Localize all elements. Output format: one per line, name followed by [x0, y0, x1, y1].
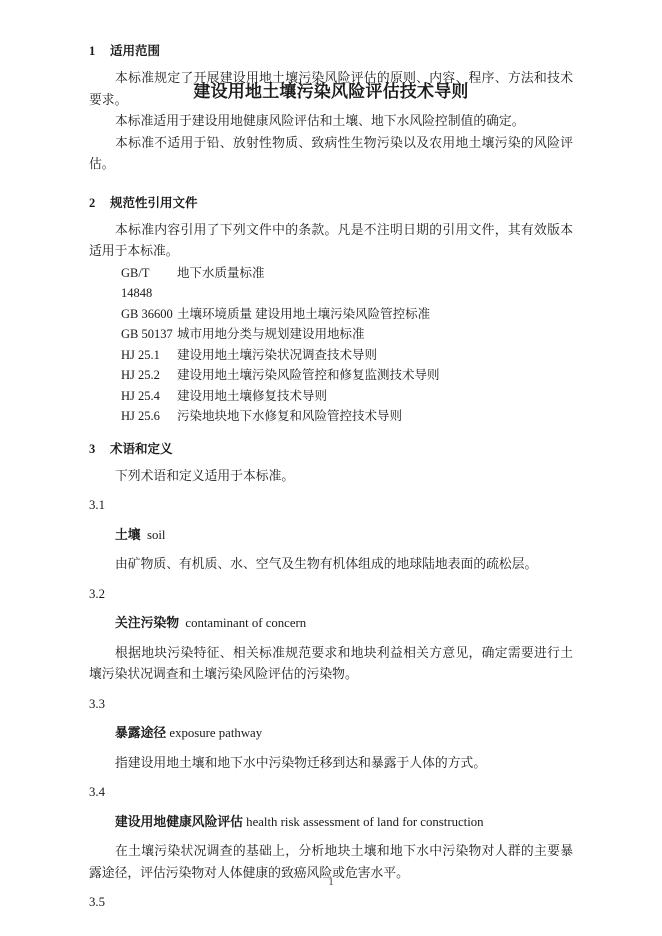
section-number-1: 1	[89, 44, 96, 58]
section-number-2: 2	[89, 195, 96, 210]
reference-title: 污染地块地下水修复和风险管控技术导则	[177, 409, 403, 423]
term-chinese-3-1: 土壤	[115, 527, 141, 542]
term-english-3-2: contaminant of concern	[185, 616, 307, 630]
term-definition-3-2: 根据地块污染特征、相关标准规范要求和地块利益相关方意见，确定需要进行土壤污染状况调查和土壤污染风险评估的污染物。	[89, 645, 573, 681]
section-3-paragraph-1: 下列术语和定义适用于本标准。	[115, 468, 295, 483]
reference-row	[89, 386, 573, 407]
section-1-paragraph-1: 本标准规定了开展建设用地土壤污染风险评估的原则、内容、程序、方法和技术要求。	[89, 71, 573, 107]
page-title: 建设用地土壤污染风险评估技术导则	[193, 82, 469, 101]
reference-code: GB 36600	[121, 306, 173, 321]
reference-code: HJ 25.2	[121, 368, 160, 382]
reference-row	[89, 304, 573, 325]
reference-row	[89, 406, 573, 427]
reference-title: 建设用地土壤污染风险管控和修复监测技术导则	[177, 368, 440, 382]
section-title-2: 规范性引用文件	[110, 195, 198, 210]
reference-code: GB/T 14848	[121, 265, 153, 300]
section-heading-2	[89, 194, 573, 212]
term-line-3-2	[89, 613, 573, 635]
reference-title: 建设用地土壤修复技术导则	[177, 388, 328, 403]
reference-title: 城市用地分类与规划建设用地标准	[177, 327, 365, 341]
term-line-3-3	[89, 723, 573, 745]
term-english-3-4: health risk assessment of land for construction	[246, 814, 484, 829]
section-1-paragraph-3: 本标准不适用于铅、放射性物质、致病性生物污染以及农用地土壤污染的风险评估。	[89, 135, 573, 171]
section-title-1: 适用范围	[110, 44, 161, 58]
section-heading-3	[89, 440, 573, 458]
page-number: 1	[328, 876, 334, 888]
term-definition-3-3: 指建设用地土壤和地下水中污染物迁移到达和暴露于人体的方式。	[115, 755, 487, 770]
normative-reference-list	[89, 263, 573, 427]
clause-number-3-1: 3.1	[89, 498, 105, 512]
reference-row	[89, 345, 573, 366]
term-line-3-4	[89, 812, 573, 834]
reference-row	[89, 365, 573, 386]
term-definition-3-4: 在土壤污染状况调查的基础上，分析地块土壤和地下水中污染物对人群的主要暴露途径，评估污染物对人体健康的致癌风险或危害水平。	[89, 844, 573, 880]
section-1-paragraph-2: 本标准适用于建设用地健康风险评估和土壤、地下水风险控制值的确定。	[115, 114, 525, 128]
term-chinese-3-4: 建设用地健康风险评估	[115, 814, 243, 829]
reference-row	[89, 263, 573, 304]
term-chinese-3-3: 暴露途径	[115, 726, 167, 740]
term-line-3-1	[89, 525, 573, 547]
clause-number-3-3: 3.3	[89, 696, 105, 711]
reference-title: 建设用地土壤污染状况调查技术导则	[177, 347, 378, 362]
section-heading-1	[89, 42, 573, 60]
reference-row	[89, 324, 573, 345]
clause-number-3-4: 3.4	[89, 785, 105, 799]
reference-title: 土壤环境质量 建设用地土壤污染风险管控标准	[177, 306, 431, 321]
section-2-paragraph-1: 本标准内容引用了下列文件中的条款。凡是不注明日期的引用文件，其有效版本适用于本标准。	[89, 222, 573, 258]
reference-code: GB 50137	[121, 327, 173, 341]
term-english-3-3: exposure pathway	[169, 726, 263, 740]
reference-code: HJ 25.1	[121, 347, 160, 362]
term-english-3-1: soil	[147, 527, 166, 542]
section-title-3: 术语和定义	[110, 441, 173, 456]
clause-number-3-5: 3.5	[89, 895, 105, 909]
document-body	[89, 0, 573, 914]
reference-code: HJ 25.4	[121, 388, 160, 403]
clause-number-3-2: 3.2	[89, 586, 105, 601]
term-chinese-3-2: 关注污染物	[115, 616, 179, 630]
reference-code: HJ 25.6	[121, 409, 160, 423]
term-definition-3-1: 由矿物质、有机质、水、空气及生物有机体组成的地球陆地表面的疏松层。	[115, 557, 538, 571]
section-number-3: 3	[89, 441, 96, 456]
reference-title: 地下水质量标准	[177, 265, 265, 280]
